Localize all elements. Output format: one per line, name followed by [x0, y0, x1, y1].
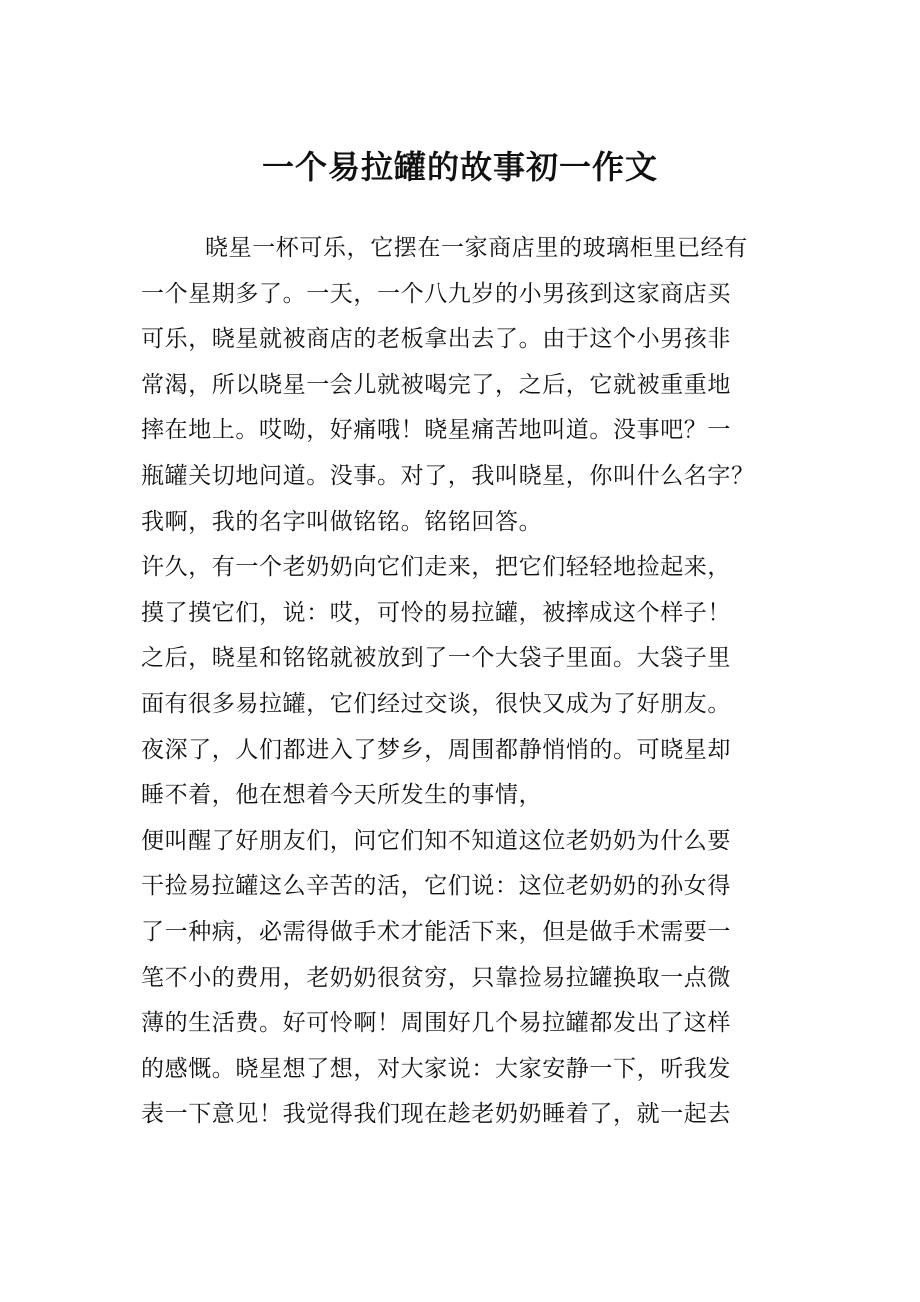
- text-line: 一个星期多了。一天，一个八九岁的小男孩到这家商店买: [141, 280, 731, 307]
- text-line: 便叫醒了好朋友们，问它们知不知道这位老奶奶为什么要: [141, 827, 731, 854]
- text-line: 干捡易拉罐这么辛苦的活，它们说：这位老奶奶的孙女得: [141, 873, 731, 900]
- text-line: 薄的生活费。好可怜啊！周围好几个易拉罐都发出了这样: [141, 1010, 731, 1037]
- text-line: 笔不小的费用，老奶奶很贫穷，只靠捡易拉罐换取一点微: [141, 964, 731, 991]
- text-line: 常渴，所以晓星一会儿就被喝完了，之后，它就被重重地: [141, 371, 731, 398]
- text-line: 睡不着，他在想着今天所发生的事情，: [141, 782, 543, 809]
- text-line: 表一下意见！我觉得我们现在趁老奶奶睡着了，就一起去: [141, 1101, 731, 1128]
- document-title: 一个易拉罐的故事初一作文: [261, 148, 658, 186]
- text-line: 我啊，我的名字叫做铭铭。铭铭回答。: [141, 508, 543, 535]
- document-body: [141, 226, 781, 1138]
- text-line: 了一种病，必需得做手术才能活下来，但是做手术需要一: [141, 918, 731, 945]
- text-line: 摔在地上。哎呦，好痛哦！晓星痛苦地叫道。没事吧？一: [141, 417, 731, 444]
- text-line: 的感慨。晓星想了想，对大家说：大家安静一下，听我发: [141, 1055, 731, 1082]
- text-line: 之后，晓星和铭铭就被放到了一个大袋子里面。大袋子里: [141, 645, 731, 672]
- text-line: 夜深了，人们都进入了梦乡，周围都静悄悄的。可晓星却: [141, 736, 731, 763]
- text-line: 可乐，晓星就被商店的老板拿出去了。由于这个小男孩非: [141, 326, 731, 353]
- text-line: 摸了摸它们，说：哎，可怜的易拉罐，被摔成这个样子！: [141, 599, 731, 626]
- text-line: 晓星一杯可乐，它摆在一家商店里的玻璃柜里已经有: [205, 235, 748, 261]
- text-line: 面有很多易拉罐，它们经过交谈，很快又成为了好朋友。: [141, 690, 731, 717]
- text-line: 瓶罐关切地问道。没事。对了，我叫晓星，你叫什么名字？: [141, 462, 755, 489]
- text-line: 许久，有一个老奶奶向它们走来，把它们轻轻地捡起来，: [141, 554, 731, 581]
